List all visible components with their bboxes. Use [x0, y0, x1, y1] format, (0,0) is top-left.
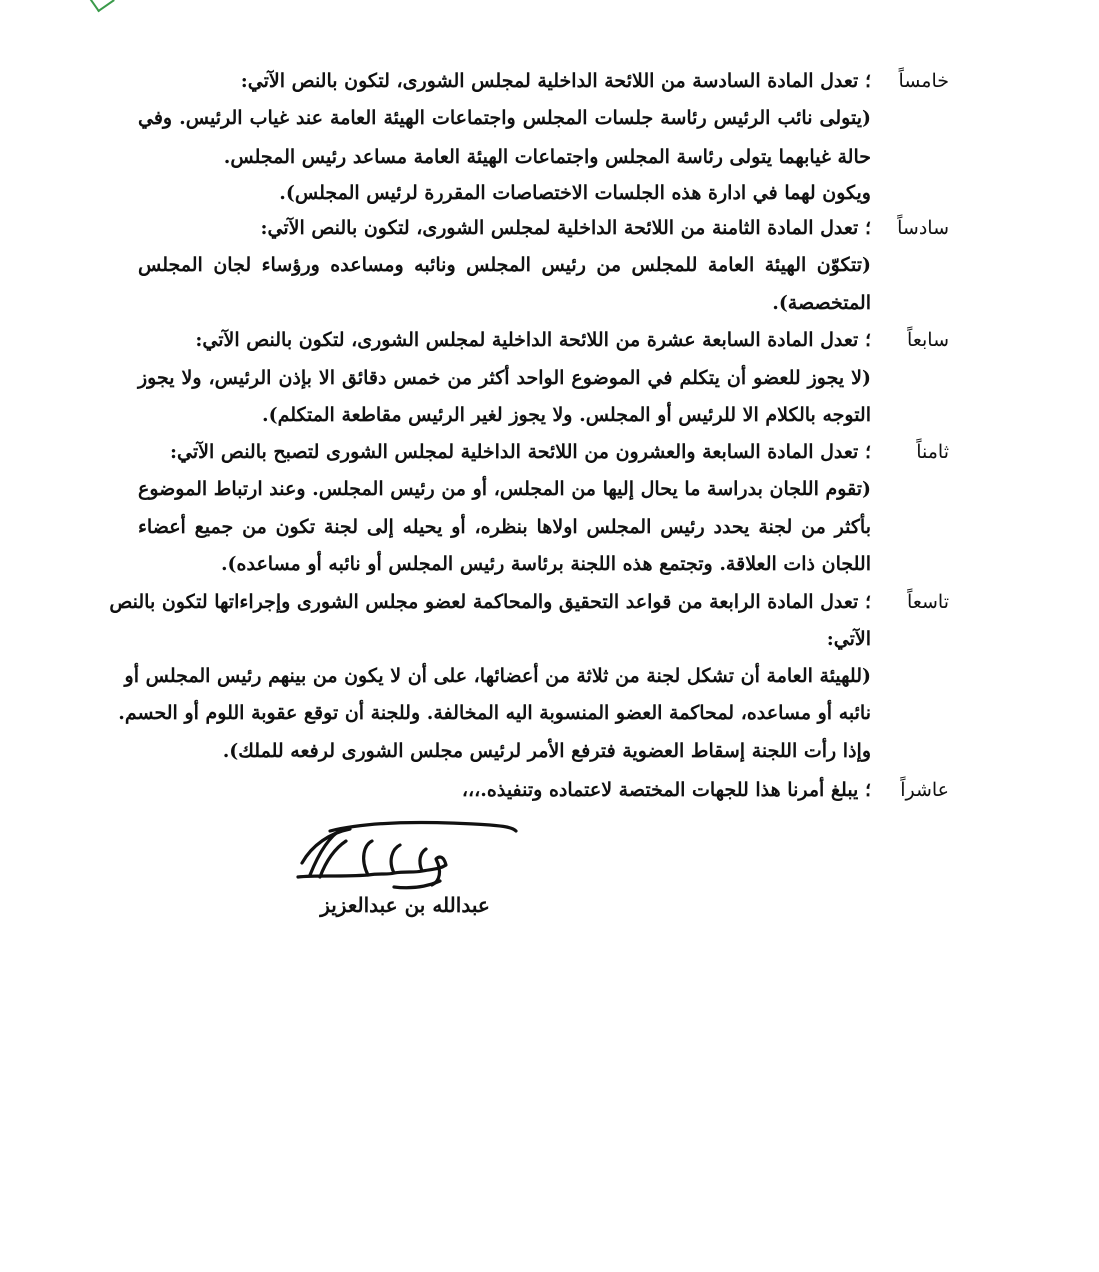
- article-text: (تقوم اللجان بدراسة ما يحال إليها من المجلس، أو من رئيس المجلس. وعند ارتباط الموضوع: [138, 478, 871, 500]
- article-text: الآتي:: [826, 628, 871, 650]
- article-label: تاسعاً: [907, 591, 949, 613]
- article-heading: ؛ تعدل المادة الثامنة من اللائحة الداخلية لمجلس الشورى، لتكون بالنص الآتي:: [260, 217, 871, 239]
- article-text: اللجان ذات العلاقة. وتجتمع هذه اللجنة برئاسة رئيس المجلس أو نائبه أو مساعده).: [220, 553, 871, 575]
- article-label: خامساً: [898, 70, 949, 92]
- article-text: (لا يجوز للعضو أن يتكلم في الموضوع الواحد أكثر من خمس دقائق الا بإذن الرئيس، ولا يجوز: [138, 367, 871, 389]
- article-heading: ؛ تعدل المادة السابعة عشرة من اللائحة الداخلية لمجلس الشورى، لتكون بالنص الآتي:: [195, 329, 871, 351]
- article-heading: ؛ تعدل المادة الرابعة من قواعد التحقيق والمحاكمة لعضو مجلس الشورى وإجراءاتها لتكون بالنص: [109, 591, 871, 613]
- corner-mark: [89, 0, 115, 12]
- article-label: ثامناً: [916, 441, 949, 463]
- article-label: سادساً: [897, 217, 949, 239]
- article-label: سابعاً: [907, 329, 949, 351]
- article-text: نائبه أو مساعده، لمحاكمة العضو المنسوبة اليه المخالفة. وللجنة أن توقع عقوبة اللوم أو الحسم.: [118, 702, 871, 724]
- article-heading: ؛ تعدل المادة السادسة من اللائحة الداخلية لمجلس الشورى، لتكون بالنص الآتي:: [240, 70, 871, 92]
- article-text: (يتولى نائب الرئيس رئاسة جلسات المجلس واجتماعات الهيئة العامة عند غياب الرئيس. وفي: [138, 107, 871, 129]
- article-label: عاشراً: [900, 779, 949, 801]
- article-heading: ؛ يبلغ أمرنا هذا للجهات المختصة لاعتماده وتنفيذه.،،،: [461, 779, 871, 801]
- article-text: التوجه بالكلام الا للرئيس أو المجلس. ولا يجوز لغير الرئيس مقاطعة المتكلم).: [262, 404, 871, 426]
- article-text: المتخصصة).: [772, 292, 871, 314]
- signer-name: عبدالله بن عبدالعزيز: [320, 893, 490, 917]
- article-text: (للهيئة العامة أن تشكل لجنة من ثلاثة من أعضائها، على أن لا يكون من بينهم رئيس المجلس أو: [124, 665, 871, 687]
- article-text: (تتكوّن الهيئة العامة للمجلس من رئيس المجلس ونائبه ومساعده ورؤساء لجان المجلس: [138, 254, 871, 276]
- article-text: ويكون لهما في ادارة هذه الجلسات الاختصاصات المقررة لرئيس المجلس).: [279, 182, 871, 204]
- article-text: حالة غيابهما يتولى رئاسة المجلس واجتماعات الهيئة العامة مساعد رئيس المجلس.: [223, 146, 871, 168]
- article-text: وإذا رأت اللجنة إسقاط العضوية فترفع الأمر لرئيس مجلس الشورى لرفعه للملك).: [222, 740, 871, 762]
- article-text: بأكثر من لجنة يحدد رئيس المجلس اولاها بنظره، أو يحيله إلى لجنة تكون من جميع أعضاء: [138, 516, 871, 538]
- article-heading: ؛ تعدل المادة السابعة والعشرون من اللائحة الداخلية لمجلس الشورى لتصبح بالنص الآتي:: [170, 441, 871, 463]
